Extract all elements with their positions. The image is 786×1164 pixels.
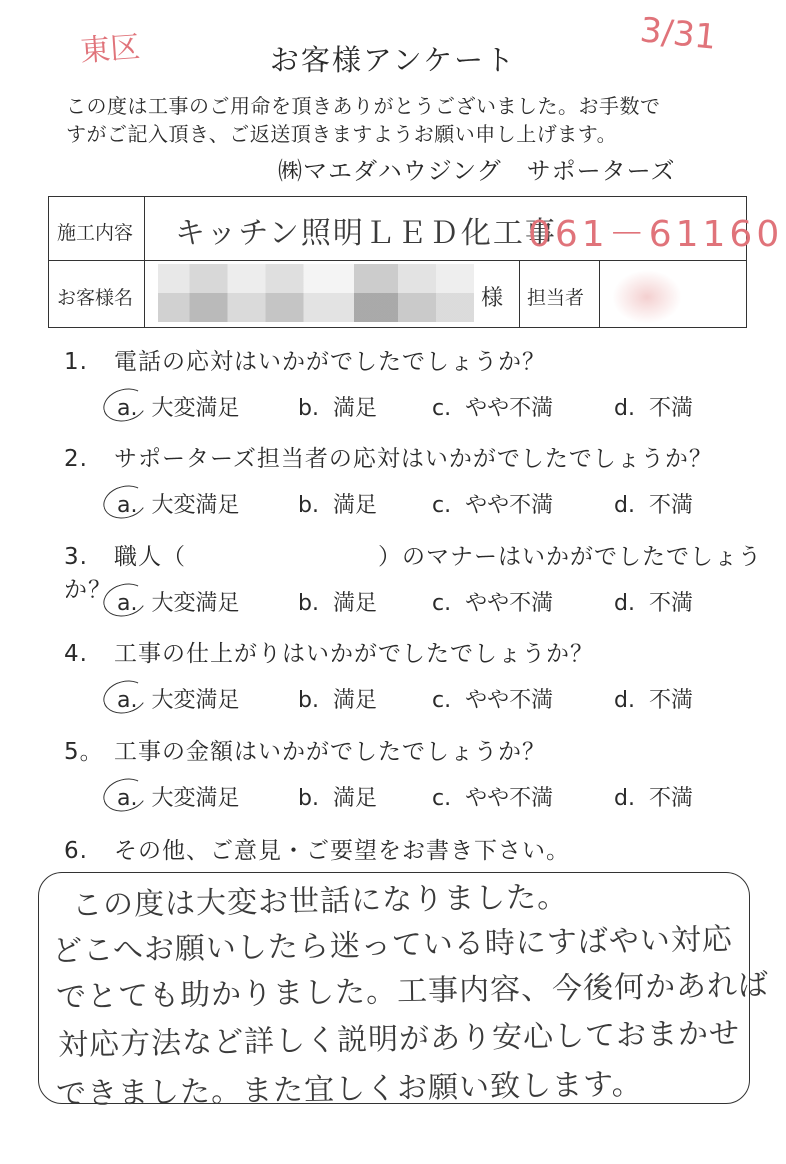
option-letter: b. [298, 493, 319, 518]
handwritten-date: 3/31 [638, 10, 719, 58]
staff-stamp [612, 270, 682, 324]
option-letter: d. [614, 493, 635, 518]
question-number: 1. [64, 349, 88, 375]
customer-code-handwritten: 061－61160 [528, 214, 784, 255]
option-label: やや不満 [465, 688, 554, 713]
option-letter: b. [298, 591, 319, 616]
staff-label: 担当者 [527, 287, 585, 309]
option-label: 不満 [648, 786, 693, 811]
option-c-q5[interactable] [432, 781, 553, 812]
option-c-q2[interactable] [432, 488, 553, 519]
option-letter: b. [298, 396, 319, 421]
question-number: 3. [64, 544, 88, 570]
option-d-q2[interactable] [614, 488, 693, 519]
option-letter: c. [432, 396, 452, 421]
option-letter: d. [614, 591, 635, 616]
option-letter: c. [432, 786, 452, 811]
option-label: 満足 [332, 396, 377, 421]
intro-line-1: この度は工事のご用命を頂きありがとうございました。お手数で [66, 94, 661, 118]
question-2 [64, 440, 713, 473]
question-text: 工事の金額はいかがでしたでしょうか？ [114, 739, 546, 765]
comment-line: 対応方法など詳しく説明があり安心しておまかせ [57, 1016, 741, 1063]
option-c-q3[interactable] [432, 586, 553, 617]
comment-line: できました。また宜しくお願い致します。 [55, 1066, 643, 1113]
table-divider [599, 260, 600, 327]
option-letter: a. [117, 396, 138, 421]
option-d-q5[interactable] [614, 781, 693, 812]
question-4 [64, 635, 594, 668]
option-label: やや不満 [465, 493, 554, 518]
option-letter: d. [614, 396, 635, 421]
comment-line: どこへお願いしたら迷っている時にすばやい対応 [51, 922, 734, 969]
question-text: 電話の応対はいかがでしたでしょうか？ [114, 349, 546, 375]
customer-label: お客様名 [57, 287, 134, 309]
option-letter: a. [117, 688, 138, 713]
intro-line-2: すがご記入頂き、ご返送頂きますようお願い申し上げます。 [66, 122, 618, 146]
redacted-customer-name [158, 264, 474, 322]
option-letter: a. [117, 591, 138, 616]
option-label: 大変満足 [151, 786, 240, 811]
option-letter: d. [614, 688, 635, 713]
option-label: 満足 [332, 688, 377, 713]
option-b-q4[interactable] [298, 683, 377, 714]
option-label: 不満 [648, 493, 693, 518]
work-content-handwritten: キッチン照明ＬＥＤ化工事 [175, 216, 557, 251]
option-d-q4[interactable] [614, 683, 693, 714]
option-letter: a. [117, 786, 138, 811]
option-letter: b. [298, 688, 319, 713]
option-letter: b. [298, 786, 319, 811]
option-label: やや不満 [465, 591, 554, 616]
option-letter: c. [432, 493, 452, 518]
option-label: 大変満足 [151, 396, 240, 421]
question-text: 職人（ ）のマナーはいかがでしたでしょうか？ [64, 544, 762, 603]
option-label: 満足 [332, 591, 377, 616]
question-1 [64, 343, 546, 376]
option-d-q3[interactable] [614, 586, 693, 617]
work-label: 施工内容 [57, 222, 134, 244]
option-letter: c. [432, 591, 452, 616]
question-6 [64, 832, 570, 865]
option-b-q2[interactable] [298, 488, 377, 519]
question-text: その他、ご意見・ご要望をお書き下さい。 [114, 838, 570, 864]
option-d-q1[interactable] [614, 391, 693, 422]
option-label: 満足 [332, 786, 377, 811]
question-5 [64, 733, 546, 766]
option-label: 大変満足 [151, 493, 240, 518]
honorific-label: 様 [481, 286, 504, 311]
handwritten-area-mark: 東区 [79, 29, 142, 70]
option-label: 不満 [648, 688, 693, 713]
option-c-q4[interactable] [432, 683, 553, 714]
option-letter: a. [117, 493, 138, 518]
question-text: 工事の仕上がりはいかがでしたでしょうか？ [114, 641, 594, 667]
option-b-q1[interactable] [298, 391, 377, 422]
table-divider [49, 260, 746, 261]
question-number: 6. [64, 838, 88, 864]
option-label: 不満 [648, 591, 693, 616]
page-title: お客様アンケート [269, 43, 517, 77]
option-label: 大変満足 [151, 688, 240, 713]
option-label: やや不満 [465, 786, 554, 811]
option-label: 満足 [332, 493, 377, 518]
table-divider [144, 197, 145, 327]
option-b-q3[interactable] [298, 586, 377, 617]
option-b-q5[interactable] [298, 781, 377, 812]
option-label: やや不満 [465, 396, 554, 421]
comment-line: この度は大変お世話になりました。 [71, 879, 569, 924]
question-number: 2. [64, 446, 88, 472]
question-number: 4. [64, 641, 88, 667]
company-name: ㈱マエダハウジング サポーターズ [278, 157, 676, 185]
option-label: 大変満足 [151, 591, 240, 616]
option-c-q1[interactable] [432, 391, 553, 422]
option-label: 不満 [648, 396, 693, 421]
table-divider [519, 260, 520, 327]
comment-line: でとても助かりました。工事内容、今後何かあれば [55, 967, 770, 1016]
option-letter: d. [614, 786, 635, 811]
option-letter: c. [432, 688, 452, 713]
question-text: サポーターズ担当者の応対はいかがでしたでしょうか？ [114, 446, 713, 472]
question-number: 5。 [64, 739, 104, 765]
